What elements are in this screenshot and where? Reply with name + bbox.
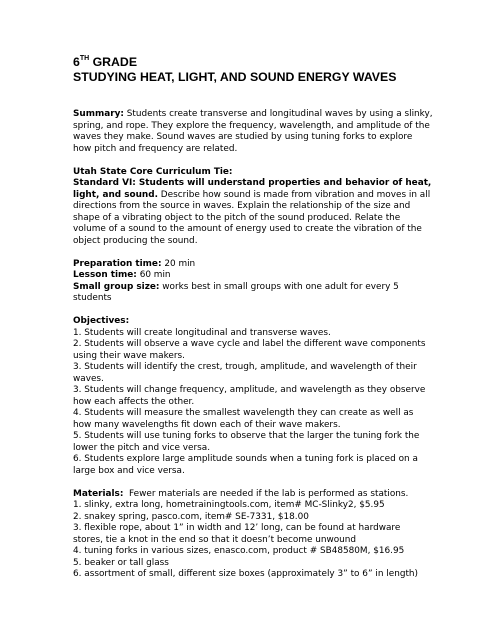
materials-heading: Materials: (73, 488, 124, 499)
objective-item: 4. Students will measure the smallest wavelength they can create as well as how many wavelengths fit down each of their wave makers. (73, 408, 414, 430)
objectives-section (73, 316, 433, 477)
material-item: 4. tuning forks in various sizes, enasco.com, product # SB48580M, $16.95 (73, 546, 405, 556)
objective-item: 1. Students will create longitudinal and transverse waves. (73, 327, 331, 338)
core-heading: Utah State Core Curriculum Tie: (73, 166, 233, 177)
materials-section (73, 489, 433, 581)
prep-time-value: 20 min (164, 258, 196, 269)
grade-number: 6 (73, 55, 80, 69)
objective-item: 5. Students will use tuning forks to observe that the larger the tuning fork the lower the pitch and vice versa. (73, 431, 420, 453)
timing-section (73, 259, 433, 305)
summary-label: Summary: (73, 109, 124, 119)
document-page (73, 55, 433, 592)
standard-bold: Standard VI: Students will understand properties and behavior of heat, light, and sound. (73, 178, 432, 200)
objective-item: 3. Students will change frequency, amplitude, and wavelength as they observe how each affects the other. (73, 385, 426, 407)
materials-intro-row (73, 489, 433, 501)
document-title (73, 55, 433, 85)
lesson-time-label: Lesson time: (73, 270, 137, 280)
group-size-label: Small group size: (73, 281, 160, 292)
prep-time-label: Preparation time: (73, 258, 162, 269)
title-main: STUDYING HEAT, LIGHT, AND SOUND ENERGY WAVES (73, 70, 397, 84)
group-size-value: works best in small groups with one adult for every 5 students (73, 281, 399, 303)
objective-item: 6. Students explore large amplitude sounds when a tuning fork is placed on a large box and vice versa. (73, 454, 418, 476)
grade-word: GRADE (92, 55, 138, 69)
group-size-row (73, 282, 433, 305)
summary-paragraph (73, 109, 433, 155)
objective-item: 2. Students will observe a wave cycle and label the different wave components using their wave makers. (73, 339, 426, 361)
prep-time-row (73, 259, 433, 271)
material-item: 1. slinky, extra long, hometrainingtools.com, item# MC-Slinky2, $5.95 (73, 500, 385, 510)
standard-text: Describe how sound is made from vibration and moves in all directions from the source in waves. Explain the relationship of the size and shape of a vibrating object to the pitch of the sound produced. Relate the volume of a sound to the amount of energy used to create the vibration of the object producing the sound. (73, 189, 431, 246)
material-item: 5. beaker or tall glass (73, 557, 169, 568)
lesson-time-row (73, 270, 433, 282)
core-curriculum-section (73, 167, 433, 248)
materials-intro: Fewer materials are needed if the lab is performed as stations. (129, 488, 409, 499)
material-item: 6. assortment of small, different size boxes (approximately 3” to 6” in length) (73, 569, 419, 579)
objectives-heading: Objectives: (73, 316, 130, 326)
material-item: 2. snakey spring, pasco.com, item# SE-7331, $18.00 (73, 511, 309, 522)
grade-superscript: TH (79, 54, 90, 62)
material-item: 3. flexible rope, about 1” in width and 12’ long, can be found at hardware stores, tie a knot in the end so that it doesn’t become unwound (73, 523, 401, 545)
lesson-time-value: 60 min (139, 270, 171, 280)
summary-text: Students create transverse and longitudinal waves by using a slinky, spring, and rope. They explore the frequency, wavelength, and amplitude of the waves they make. Sound waves are studied by using tuning forks to explore how pitch and frequency are related. (73, 109, 433, 154)
objective-item: 3. Students will identify the crest, trough, amplitude, and wavelength of their waves. (73, 362, 417, 384)
